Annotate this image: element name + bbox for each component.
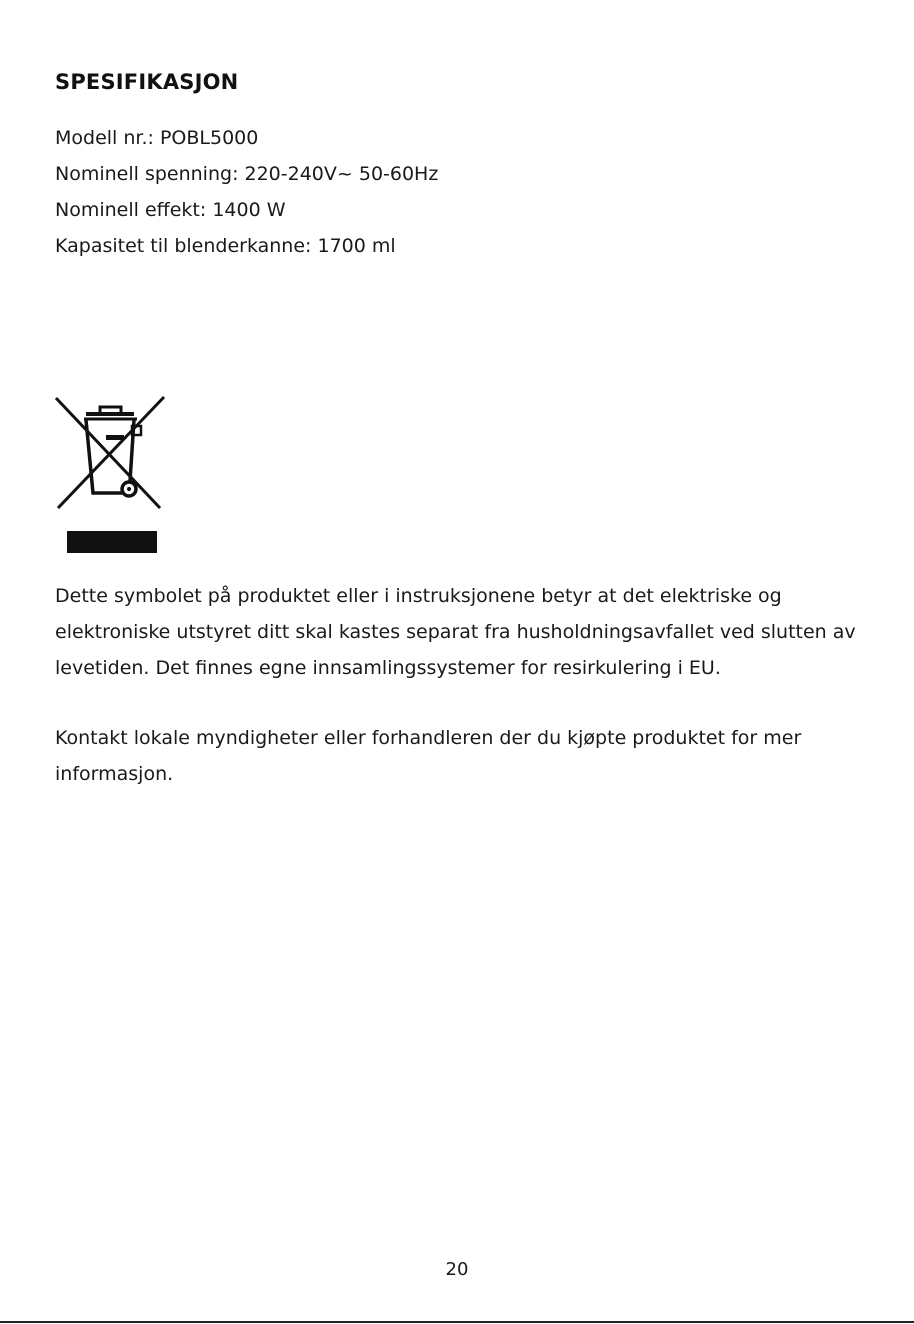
bottom-divider — [0, 1321, 914, 1323]
spec-model-number: Modell nr.: POBL5000 — [55, 127, 259, 149]
spec-rated-voltage: Nominell spenning: 220-240V~ 50-60Hz — [55, 163, 439, 185]
spec-rated-power: Nominell effekt: 1400 W — [55, 199, 286, 221]
contact-paragraph: Kontakt lokale myndigheter eller forhandleren der du kjøpte produktet for mer informasjon. — [55, 727, 802, 785]
section-heading: SPESIFIKASJON — [55, 70, 239, 94]
page-number: 20 — [445, 1259, 469, 1280]
crossed-out-wheelie-bin-icon — [53, 393, 167, 561]
spec-jug-capacity: Kapasitet til blenderkanne: 1700 ml — [55, 235, 396, 257]
disposal-paragraph: Dette symbolet på produktet eller i instruksjonene betyr at det elektriske og elektroniske utstyret ditt skal kastes separat fra husholdningsavfallet ved slutten av levetiden. Det finnes egne innsamlingssystemer for resirkulering i EU. — [55, 585, 856, 679]
spec-list — [55, 120, 438, 264]
